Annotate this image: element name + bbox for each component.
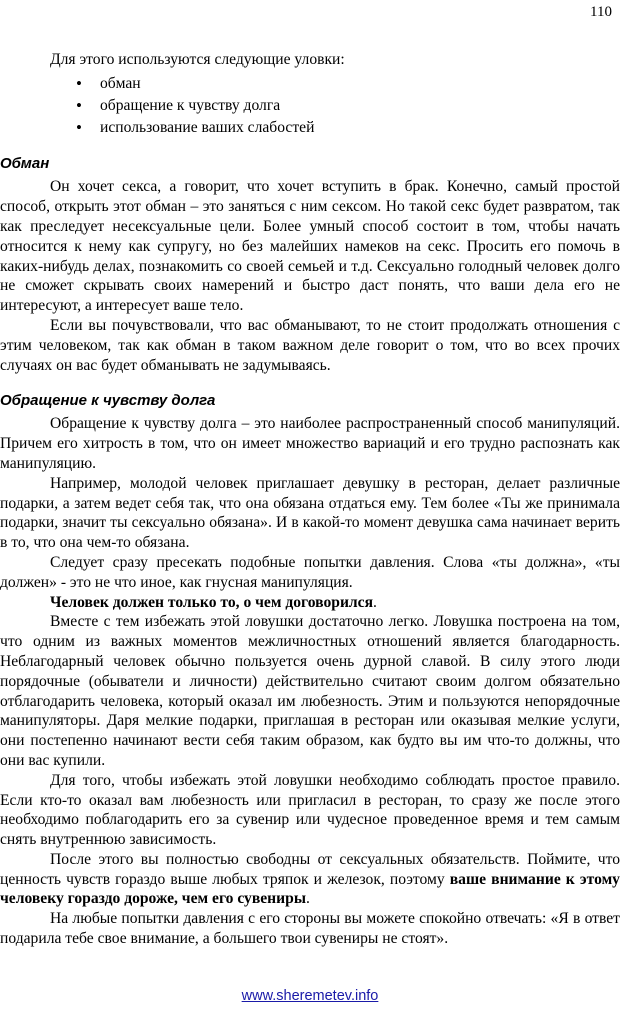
tricks-list [0,73,620,138]
paragraph-rule [0,593,620,613]
paragraph: Следует сразу пресекать подобные попытки давления. Слова «ты должна», «ты должен» - это не что иное, как гнусная манипуляция. [0,553,620,591]
paragraph [0,850,620,909]
paragraph: Вместе с тем избежать этой ловушки достаточно легко. Ловушка построена на том, что одним из важных моментов межличностных отношений является благодарность. Неблагодарный человек обычно пользуется очень дурной славой. В силу этого люди порядочные (обыватели и личности) действительно считают своим долгом обязательно отблагодарить человека, который оказал им любезность. Этим и пользуются непорядочные манипуляторы. Даря мелкие подарки, приглашая в ресторан или оказывая мелкие услуги, они постепенно начинают вести себя таким образом, как будто вы им что-то должны, что они вас купили. [0,613,620,769]
list-item: • использование ваших слабостей [76,117,620,139]
section-heading-duty: Обращение к чувству долга [0,392,216,410]
website-link[interactable]: www.sheremetev.info [241,988,379,1004]
paragraph: Например, молодой человек приглашает девушку в ресторан, делает различные подарки, а затем ведет себя так, что она обязана отдаться ему. Тем более «Ты же принимала подарки, значит ты сексуально обязана». И в какой-то момент девушка сама начинает верить в то, что она чем-то обязана. [0,474,620,552]
paragraph: Если вы почувствовали, что вас обманывают, то не стоит продолжать отношения с этим человеком, так как обман в таком важном деле говорит о том, что во всех прочих случаях он вас будет обманывать не задумываясь. [0,316,620,374]
list-item: • обман [76,73,620,95]
intro-line: Для этого используются следующие уловки: [50,51,345,68]
page-number: 110 [590,4,612,20]
bold-rule-text: Человек должен только то, о чем договорился [50,593,374,611]
list-item: • обращение к чувству долга [76,95,620,117]
paragraph-end: . [306,890,310,908]
paragraph: Он хочет секса, а говорит, что хочет вступить в брак. Конечно, самый простой способ, открыть этот обман – это заняться с ним сексом. Но такой секс будет развратом, так как преследует несексуальные цели. Более умный способ состоит в том, чтобы начать относится к нему как супругу, но без малейших намеков на секс. Просить его помочь в каких-нибудь делах, познакомить со своей семьей и т.д. Сексуально голодный человек долго не сможет скрывать своих намерений и быстро даст понять, что ваши дела его не интересуют, а интересует ваше тело. [0,178,620,315]
paragraph: Обращение к чувству долга – это наиболее распространенный способ манипуляций. Причем его хитрость в том, что он имеет множество вариаций и его трудно распознать как манипуляцию. [0,415,620,472]
paragraph: Для того, чтобы избежать этой ловушки необходимо соблюдать простое правило. Если кто-то оказал вам любезность или пригласил в ресторан, то сразу же после этого необходимо поблагодарить его за сувенир или чудесное проведенное время и тем самым снять внутреннюю зависимость. [0,771,620,849]
bold-emphasis-text: ваше внимание к этому человеку гораздо дороже, чем его сувениры [0,870,620,908]
paragraph-text: После этого вы полностью свободны от сексуальных обязательств. Поймите, что ценность чувств гораздо выше любых тряпок и железок, поэтому [0,850,620,888]
section-heading-deception: Обман [0,155,50,173]
paragraph-end: . [373,593,377,611]
page-content [0,49,620,949]
paragraph: На любые попытки давления с его стороны вы можете спокойно отвечать: «Я в ответ подарила тебе свое внимание, а большего твои сувениры не стоят». [0,910,620,948]
